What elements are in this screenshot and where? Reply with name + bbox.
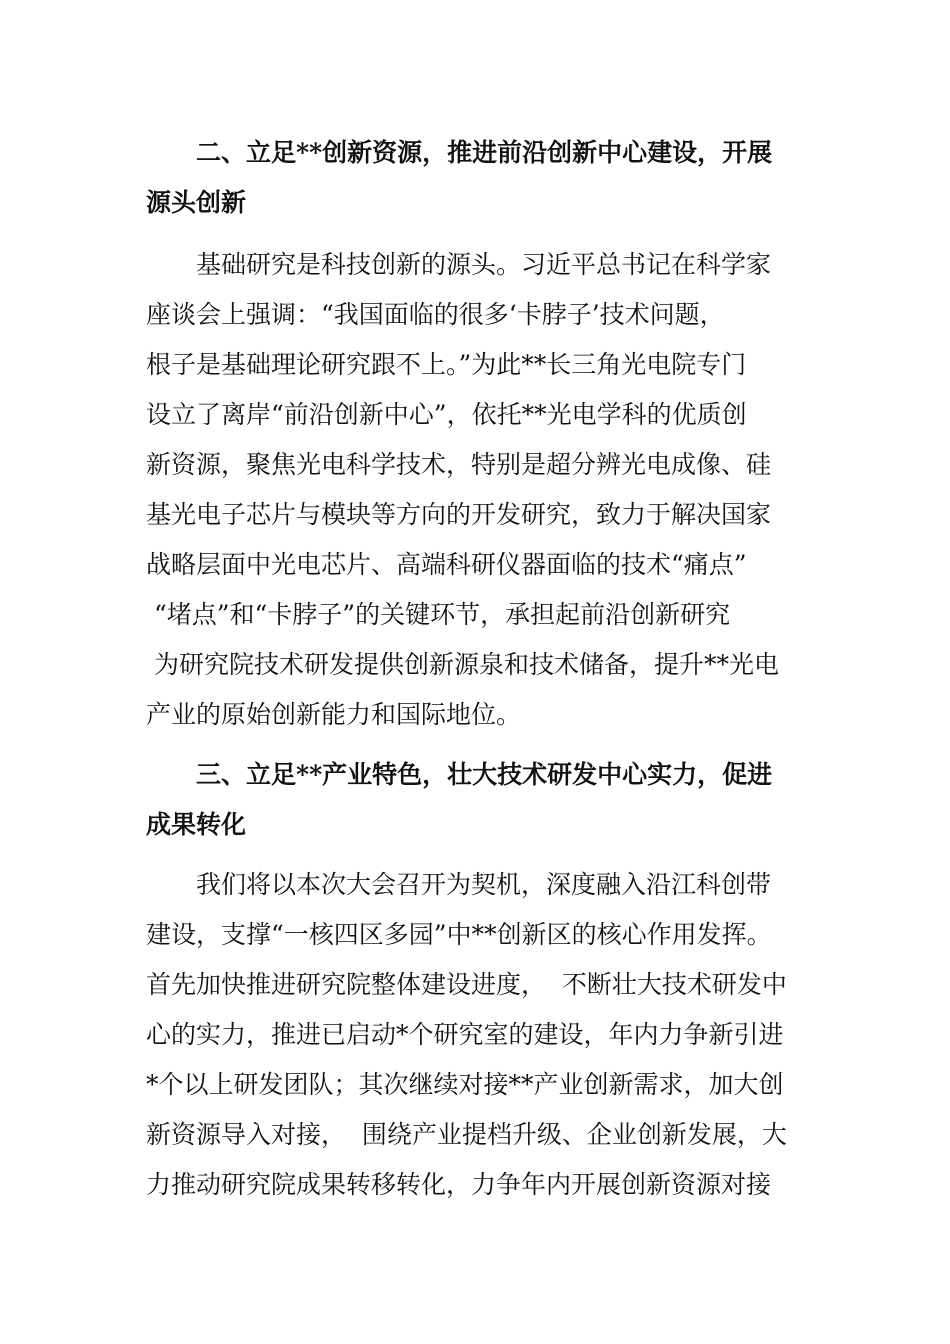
heading-line: 源头创新 bbox=[146, 188, 247, 217]
section-two-body bbox=[146, 240, 806, 740]
section-three-heading bbox=[146, 750, 806, 850]
body-line: *个以上研发团队；其次继续对接**产业创新需求，加大创 bbox=[146, 1070, 784, 1099]
section-two-heading bbox=[146, 128, 806, 228]
section-three-body bbox=[146, 860, 806, 1210]
heading-line: 三、立足**产业特色，壮大技术研发中心实力，促进 bbox=[196, 760, 773, 789]
body-line: 为研究院技术研发提供创新源泉和技术储备，提升**光电 bbox=[146, 650, 779, 679]
body-line: 新资源导入对接， 围绕产业提档升级、企业创新发展，大 bbox=[146, 1120, 787, 1149]
body-line: 我们将以本次大会召开为契机，深度融入沿江科创带 bbox=[196, 870, 772, 899]
heading-line: 二、立足**创新资源，推进前沿创新中心建设，开展 bbox=[196, 138, 773, 167]
body-line: 座谈会上强调：“我国面临的很多‘卡脖子’技术问题， bbox=[146, 300, 725, 329]
body-line: 新资源，聚焦光电科学技术，特别是超分辨光电成像、硅 bbox=[146, 450, 772, 479]
body-line: 产业的原始创新能力和国际地位。 bbox=[146, 700, 522, 729]
body-line: 设立了离岸“前沿创新中心”，依托**光电学科的优质创 bbox=[146, 400, 747, 429]
body-line: 基光电子芯片与模块等方向的开发研究，致力于解决国家 bbox=[146, 500, 772, 529]
body-line: 战略层面中光电芯片、高端科研仪器面临的技术“痛点” bbox=[146, 550, 747, 579]
body-line: 心的实力，推进已启动*个研究室的建设，年内力争新引进 bbox=[146, 1020, 784, 1049]
body-line: 建设，支撑“一核四区多园”中**创新区的核心作用发挥。 bbox=[146, 920, 772, 949]
body-line: “堵点”和“卡脖子”的关键环节，承担起前沿创新研究 bbox=[146, 600, 731, 629]
heading-line: 成果转化 bbox=[146, 810, 247, 839]
body-line: 基础研究是科技创新的源头。习近平总书记在科学家 bbox=[196, 250, 772, 279]
body-line: 力推动研究院成果转移转化，力争年内开展创新资源对接 bbox=[146, 1170, 772, 1199]
body-line: 首先加快推进研究院整体建设进度， 不断壮大技术研发中 bbox=[146, 970, 787, 999]
body-line: 根子是基础理论研究跟不上。”为此**长三角光电院专门 bbox=[146, 350, 747, 379]
